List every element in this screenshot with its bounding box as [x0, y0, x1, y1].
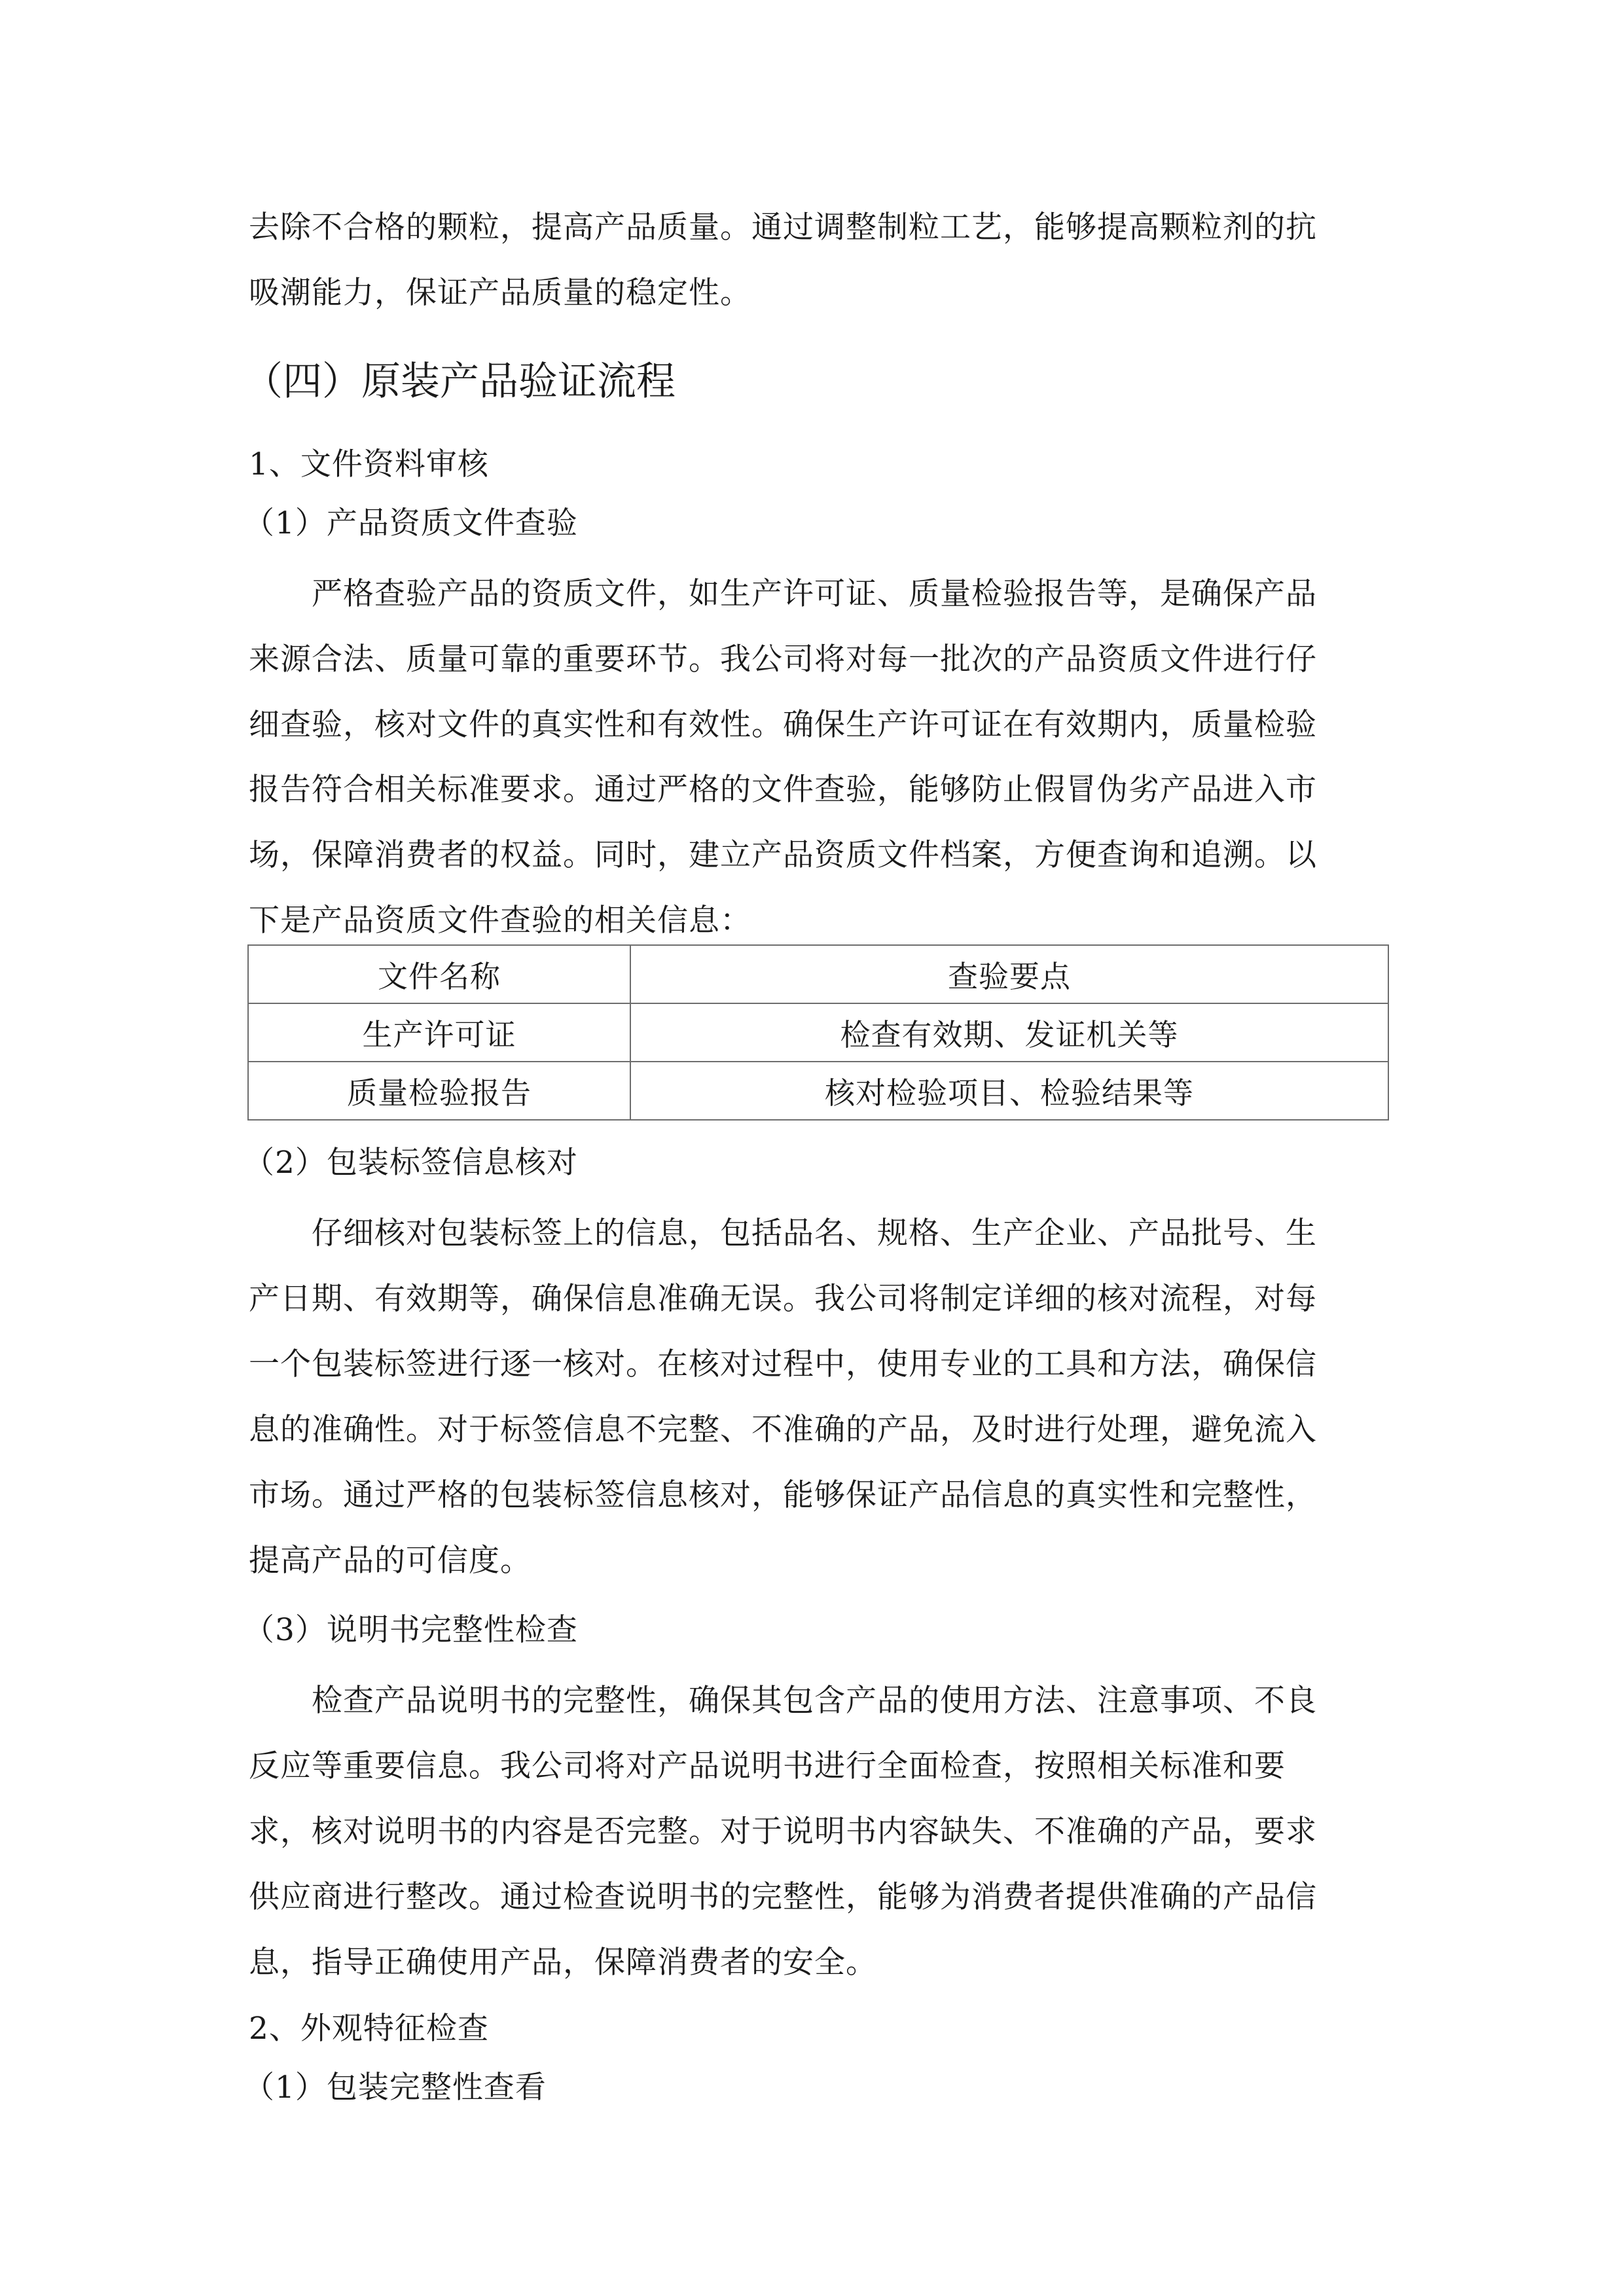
paragraph-line: 一个包装标签进行逐一核对。在核对过程中，使用专业的工具和方法，确保信 [249, 1346, 1317, 1382]
paragraph-line: 仔细核对包装标签上的信息，包括品名、规格、生产企业、产品批号、生 [312, 1215, 1317, 1251]
paragraph-line: 反应等重要信息。我公司将对产品说明书进行全面检查，按照相关标准和要 [249, 1748, 1286, 1784]
table-cell: 核对检验项目、检验结果等 [630, 1062, 1388, 1120]
paragraph-line: 供应商进行整改。通过检查说明书的完整性，能够为消费者提供准确的产品信 [249, 1879, 1317, 1915]
item-title: （1）包装完整性查看 [244, 2070, 547, 2106]
table-cell: 生产许可证 [248, 1003, 630, 1062]
paragraph-line: 严格查验产品的资质文件，如生产许可证、质量检验报告等，是确保产品 [312, 576, 1317, 612]
section-heading: （四）原装产品验证流程 [244, 359, 676, 404]
intro-line: 吸潮能力，保证产品质量的稳定性。 [249, 275, 751, 311]
intro-line: 去除不合格的颗粒，提高产品质量。通过调整制粒工艺，能够提高颗粒剂的抗 [249, 209, 1317, 245]
table-header-cell: 文件名称 [248, 945, 630, 1003]
subsection-title: 1、文件资料审核 [249, 446, 489, 482]
subsection-title: 2、外观特征检查 [249, 2011, 489, 2047]
paragraph-line: 求，核对说明书的内容是否完整。对于说明书内容缺失、不准确的产品，要求 [249, 1814, 1317, 1850]
paragraph-line: 来源合法、质量可靠的重要环节。我公司将对每一批次的产品资质文件进行仔 [249, 641, 1317, 677]
paragraph-line: 市场。通过严格的包装标签信息核对，能够保证产品信息的真实性和完整性， [249, 1477, 1317, 1513]
table-row [248, 1062, 1388, 1120]
paragraph-line: 下是产品资质文件查验的相关信息： [249, 903, 751, 939]
table-row [248, 1003, 1388, 1062]
table-header-row [248, 945, 1388, 1003]
paragraph-line: 息的准确性。对于标签信息不完整、不准确的产品，及时进行处理，避免流入 [249, 1412, 1317, 1448]
table-header-cell: 查验要点 [630, 945, 1388, 1003]
paragraph-line: 产日期、有效期等，确保信息准确无误。我公司将制定详细的核对流程，对每 [249, 1281, 1317, 1317]
table-cell: 质量检验报告 [248, 1062, 630, 1120]
paragraph-line: 提高产品的可信度。 [249, 1543, 532, 1579]
item-title: （2）包装标签信息核对 [244, 1145, 578, 1181]
paragraph-line: 检查产品说明书的完整性，确保其包含产品的使用方法、注意事项、不良 [312, 1683, 1317, 1719]
paragraph-line: 细查验，核对文件的真实性和有效性。确保生产许可证在有效期内，质量检验 [249, 707, 1317, 743]
item-title: （3）说明书完整性检查 [244, 1612, 578, 1648]
paragraph-line: 场，保障消费者的权益。同时，建立产品资质文件档案，方便查询和追溯。以 [249, 837, 1317, 873]
item-title: （1）产品资质文件查验 [244, 505, 578, 541]
qualification-table [247, 944, 1389, 1121]
paragraph-line: 报告符合相关标准要求。通过严格的文件查验，能够防止假冒伪劣产品进入市 [249, 772, 1317, 808]
paragraph-line: 息，指导正确使用产品，保障消费者的安全。 [249, 1945, 877, 1981]
table-cell: 检查有效期、发证机关等 [630, 1003, 1388, 1062]
